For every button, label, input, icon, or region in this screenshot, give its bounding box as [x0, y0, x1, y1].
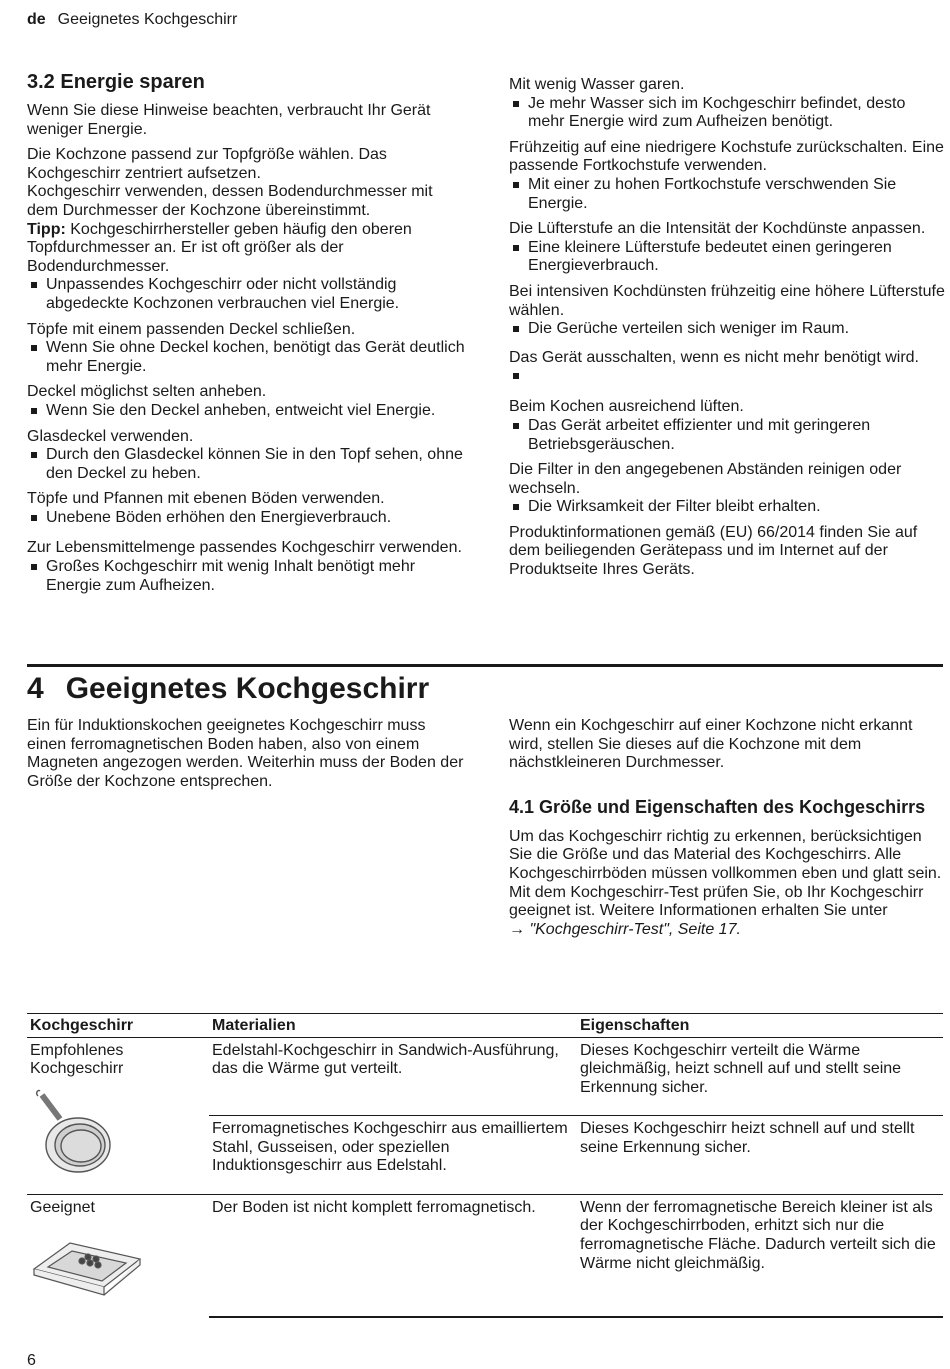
list-item: Unpassendes Kochgeschirr oder nicht vollständig abgedeckte Kochzonen verbrauchen viel Energie. — [27, 276, 467, 313]
bullet-list — [509, 498, 945, 517]
category-label: Geeignet — [30, 1198, 95, 1216]
table-row — [27, 1037, 943, 1116]
bullet-list — [509, 239, 945, 276]
table-cell — [27, 1194, 209, 1317]
bullet-list — [27, 446, 467, 483]
bullet-list — [509, 95, 945, 132]
bullet-list — [27, 558, 467, 595]
list-item: Durch den Glasdeckel können Sie in den Topf sehen, ohne den Deckel zu heben. — [27, 446, 467, 483]
chapter-right-column — [509, 717, 945, 939]
griddle-pan-icon — [30, 1225, 145, 1305]
list-item: Je mehr Wasser sich im Kochgeschirr befindet, desto mehr Energie wird zum Aufheizen benötigt. — [509, 95, 945, 132]
chapter-divider — [27, 664, 943, 667]
paragraph: Kochgeschirr verwenden, dessen Bodendurchmesser mit dem Durchmesser der Kochzone übereinstimmt. — [27, 183, 433, 219]
list-item: Das Gerät arbeitet effizienter und mit geringeren Betriebsgeräuschen. — [509, 417, 945, 454]
paragraph: Bei intensiven Kochdünsten frühzeitig eine höhere Lüfterstufe wählen. — [509, 282, 945, 319]
bullet-list — [27, 402, 467, 421]
bullet-list — [509, 320, 945, 339]
bullet-list — [509, 367, 945, 386]
chapter-title — [27, 672, 429, 706]
bullet-list — [27, 276, 467, 313]
paragraph: Glasdeckel verwenden. — [27, 427, 194, 445]
tip — [27, 221, 467, 277]
cross-reference[interactable] — [509, 921, 945, 940]
bullet-list — [27, 339, 467, 376]
table-cell: Dieses Kochgeschirr heizt schnell auf und stellt seine Erkennung sicher. — [577, 1116, 943, 1195]
subsection-heading: 4.1 Größe und Eigenschaften des Kochgeschirrs — [509, 796, 926, 817]
paragraph: Die Lüfterstufe an die Intensität der Kochdünste anpassen. — [509, 220, 926, 238]
bullet-list — [27, 509, 467, 528]
column-header: Materialien — [209, 1014, 577, 1038]
table-cell: Dieses Kochgeschirr verteilt die Wärme gleichmäßig, heizt schnell auf und stellt seine Erkennung sicher. — [577, 1037, 943, 1116]
list-item: Großes Kochgeschirr mit wenig Inhalt benötigt mehr Energie zum Aufheizen. — [27, 558, 467, 595]
chapter-intro — [27, 717, 467, 791]
paragraph: Beim Kochen ausreichend lüften. — [509, 398, 744, 416]
paragraph: Ein für Induktionskochen geeignetes Kochgeschirr muss einen ferromagnetischen Boden haben, also von einem Magneten angezogen werden. Weiterhin muss der Boden der Größe der Kochzone entsprechen. — [27, 717, 464, 790]
paragraph: Töpfe und Pfannen mit ebenen Böden verwenden. — [27, 490, 385, 508]
table-header-row — [27, 1014, 943, 1038]
table-cell — [27, 1037, 209, 1194]
table-cell: Wenn der ferromagnetische Bereich kleiner ist als der Kochgeschirrboden, erhitzt sich nur die ferromagnetische Fläche. Dadurch verteilt sich die Wärme nicht gleichmäßig. — [577, 1194, 943, 1317]
tip-text: Kochgeschirrhersteller geben häufig den oberen Topfdurchmesser an. Er ist oft größer als der Bodendurchmesser. — [27, 220, 412, 275]
section-energy-right — [509, 76, 945, 580]
list-item: Eine kleinere Lüfterstufe bedeutet einen geringeren Energieverbrauch. — [509, 239, 945, 276]
chapter-number: 4 — [27, 672, 44, 705]
cross-reference-link[interactable]: "Kochgeschirr-Test", Seite 17. — [525, 920, 741, 938]
paragraph: Das Gerät ausschalten, wenn es nicht mehr benötigt wird. — [509, 348, 919, 366]
cookware-table — [27, 1013, 943, 1318]
paragraph: Deckel möglichst selten anheben. — [27, 383, 267, 401]
list-item: Wenn Sie den Deckel anheben, entweicht viel Energie. — [27, 402, 467, 421]
column-header: Eigenschaften — [577, 1014, 943, 1038]
column-header: Kochgeschirr — [27, 1014, 209, 1038]
paragraph: Wenn ein Kochgeschirr auf einer Kochzone nicht erkannt wird, stellen Sie dieses auf die Kochzone mit dem nächstkleineren Durchmesser. — [509, 717, 913, 772]
tip-label: Tipp: — [27, 220, 66, 238]
running-header — [27, 11, 237, 30]
list-item: Mit einer zu hohen Fortkochstufe verschwenden Sie Energie. — [509, 176, 945, 213]
list-item: Die Gerüche verteilen sich weniger im Raum. — [509, 320, 945, 339]
paragraph: Die Filter in den angegebenen Abständen reinigen oder wechseln. — [509, 461, 902, 497]
paragraph: Wenn Sie diese Hinweise beachten, verbraucht Ihr Gerät weniger Energie. — [27, 102, 431, 138]
table-cell: Edelstahl-Kochgeschirr in Sandwich-Ausführung, das die Wärme gut verteilt. — [209, 1037, 577, 1116]
paragraph: Die Kochzone passend zur Topfgröße wählen. Das Kochgeschirr zentriert aufsetzen. — [27, 146, 387, 182]
paragraph: Mit dem Kochgeschirr-Test prüfen Sie, ob Ihr Kochgeschirr geeignet ist. Weitere Informationen erhalten Sie unter — [509, 883, 924, 920]
bullet-list — [509, 417, 945, 454]
paragraph: Produktinformationen gemäß (EU) 66/2014 finden Sie auf dem beiliegenden Gerätepass und im Internet auf der Produktseite Ihres Geräts. — [509, 523, 918, 579]
category-label: Empfohlenes Kochgeschirr — [30, 1041, 124, 1078]
list-item: Unebene Böden erhöhen den Energieverbrauch. — [27, 509, 467, 528]
section-energy-left — [27, 70, 467, 595]
paragraph: Töpfe mit einem passenden Deckel schließen. — [27, 320, 356, 338]
frying-pan-icon — [30, 1087, 120, 1182]
arrow-right-icon: → — [509, 920, 525, 938]
chapter-title-text: Geeignetes Kochgeschirr — [65, 672, 430, 705]
header-title: Geeignetes Kochgeschirr — [57, 11, 238, 28]
paragraph: Mit wenig Wasser garen. — [509, 76, 685, 93]
list-item: Die Wirksamkeit der Filter bleibt erhalten. — [509, 498, 945, 517]
paragraph: Frühzeitig auf eine niedrigere Kochstufe zurückschalten. Eine passende Fortkochstufe verwenden. — [509, 138, 944, 175]
list-item: Wenn Sie ohne Deckel kochen, benötigt das Gerät deutlich mehr Energie. — [27, 339, 467, 376]
list-item — [509, 367, 945, 386]
table-cell: Ferromagnetisches Kochgeschirr aus emailliertem Stahl, Gusseisen, oder speziellen Induktionsgeschirr aus Edelstahl. — [209, 1116, 577, 1195]
page-number: 6 — [27, 1352, 36, 1369]
table-cell: Der Boden ist nicht komplett ferromagnetisch. — [209, 1194, 577, 1317]
language-code: de — [27, 11, 46, 28]
paragraph: Zur Lebensmittelmenge passendes Kochgeschirr verwenden. — [27, 539, 462, 557]
table-row — [27, 1194, 943, 1317]
section-heading: 3.2 Energie sparen — [27, 71, 205, 93]
paragraph: Um das Kochgeschirr richtig zu erkennen, berücksichtigen Sie die Größe und das Material des Kochgeschirrs. Alle Kochgeschirrböden müssen vollkommen eben und glatt sein. — [509, 827, 942, 882]
bullet-list — [509, 176, 945, 213]
